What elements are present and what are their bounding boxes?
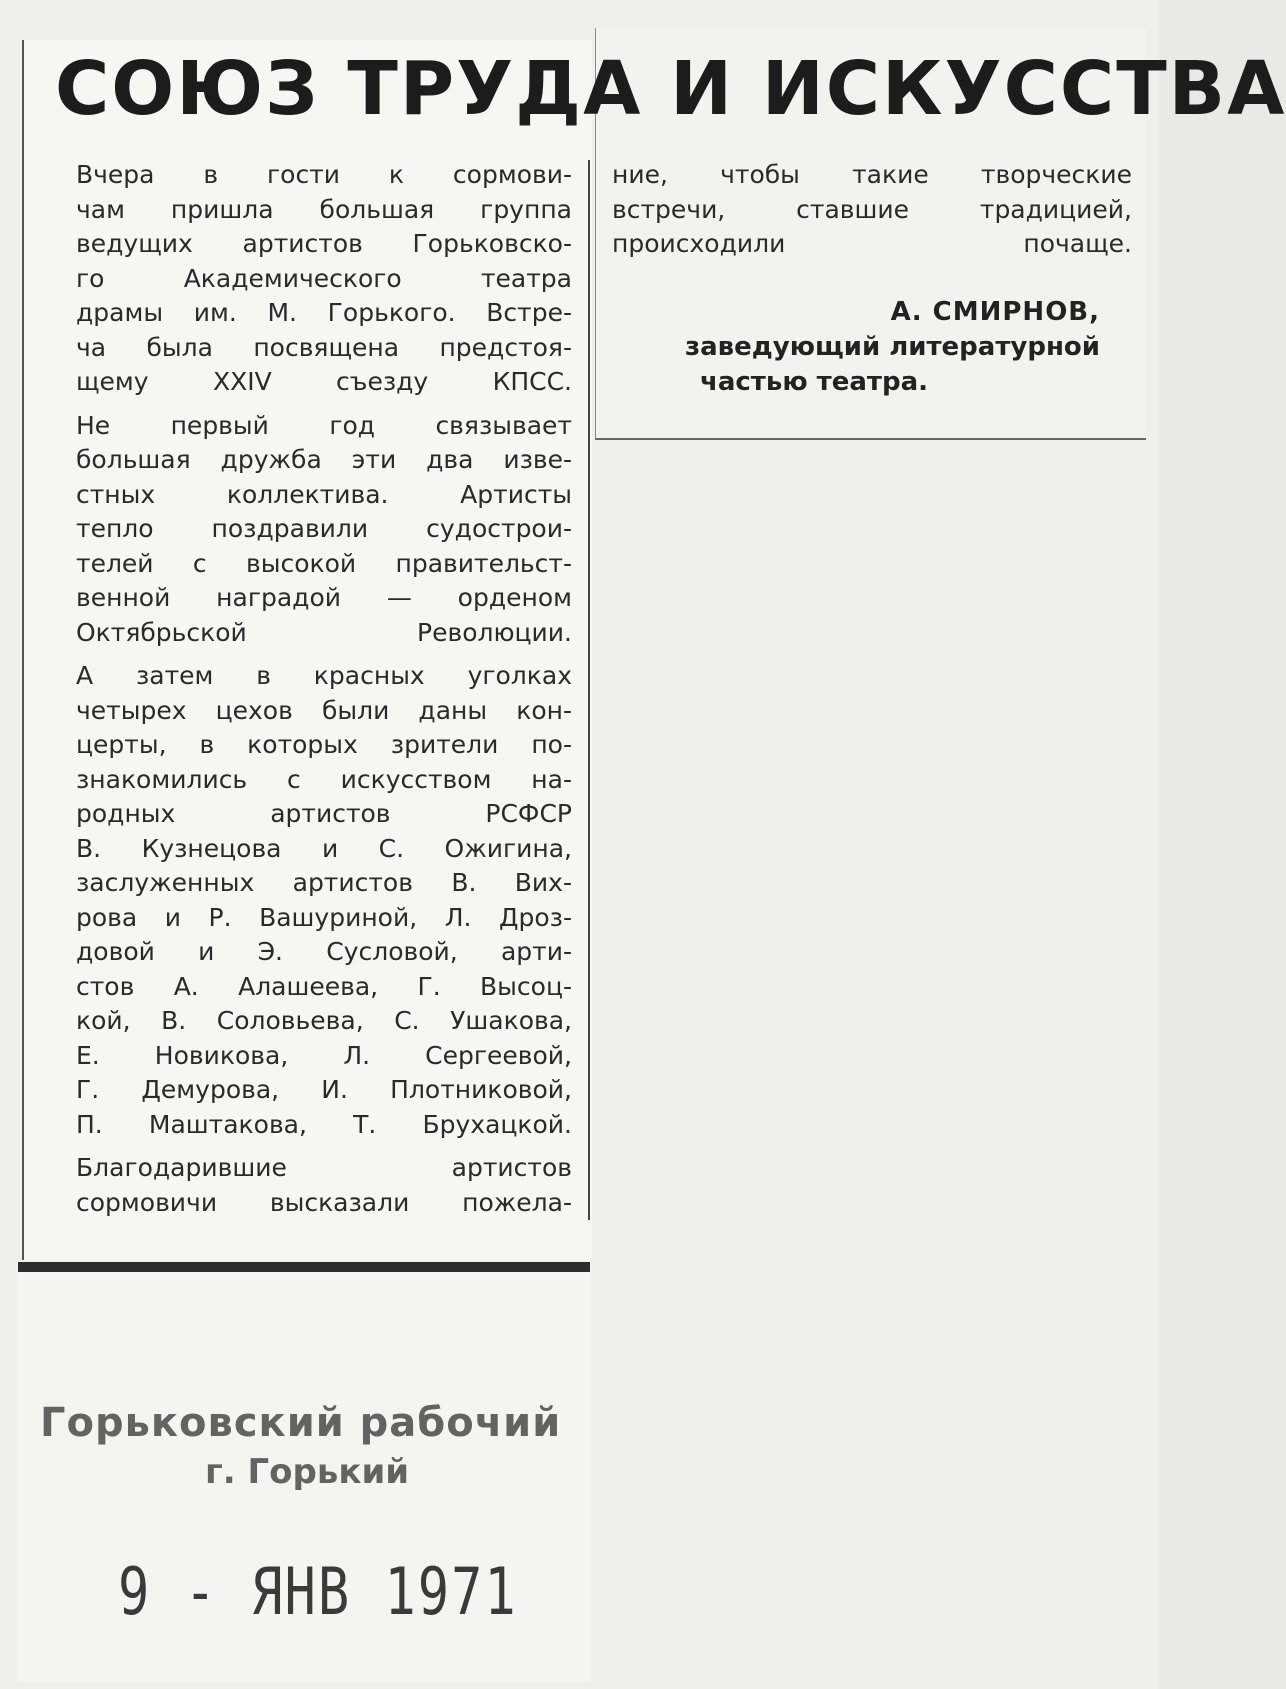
author-name: А. СМИРНОВ,: [890, 297, 1100, 327]
newspaper-source-stamp: [40, 1400, 580, 1492]
date-stamp: 9 - ЯНВ 1971: [118, 1555, 518, 1630]
article-headline: СОЮЗ ТРУДА И ИСКУССТВА: [55, 46, 1286, 132]
author-role-line1: заведующий литературной: [685, 332, 1100, 362]
column-divider: [588, 160, 590, 1220]
stamp-newspaper-name: Горьковский рабочий: [40, 1400, 562, 1446]
author-role-line2: частью театра.: [700, 367, 928, 397]
paragraph-continuation: ние, чтобы такие творческие встречи, ставшие традицией, происходили почаще.: [612, 160, 1132, 258]
article-right-column: [612, 158, 1132, 262]
article-left-column: [44, 158, 572, 1220]
author-signature: [640, 295, 1100, 400]
stamp-city: г. Горький: [205, 1452, 410, 1492]
paragraph-3: А затем в красных уголках четырех цехов были даны кон- церты, в которых зрители по- знакомились с искусством на- родных артистов РСФСР В. Кузнецова и С. Ожигина, заслуженных артистов В. Вих- рова и Р. Вашуриной, Л. Дроз- довой и Э. Сусловой, арти- стов А. Алашеева, Г. Высоц- кой, В. Соловьева, С. Ушакова, Е. Новикова, Л. Сергеевой, Г. Демурова, И. Плотниковой, П. Маштакова, Т. Брухацкой.: [76, 661, 572, 1139]
paragraph-4: Благодарившие артистов сормовичи высказали пожела-: [76, 1153, 572, 1217]
bottom-rule: [18, 1262, 590, 1272]
paragraph-2: Не первый год связывает большая дружба эти два изве- стных коллектива. Артисты тепло поздравили судострои- телей с высокой правительст- венной наградой — орденом Октябрьской Революции.: [76, 410, 572, 647]
paragraph-1: Вчера в гости к сормови- чам пришла большая группа ведущих артистов Горьковско- го Академического театра драмы им. М. Горького. Встре- ча была посвящена предстоя- щему XXIV съезду КПСС.: [76, 160, 572, 396]
